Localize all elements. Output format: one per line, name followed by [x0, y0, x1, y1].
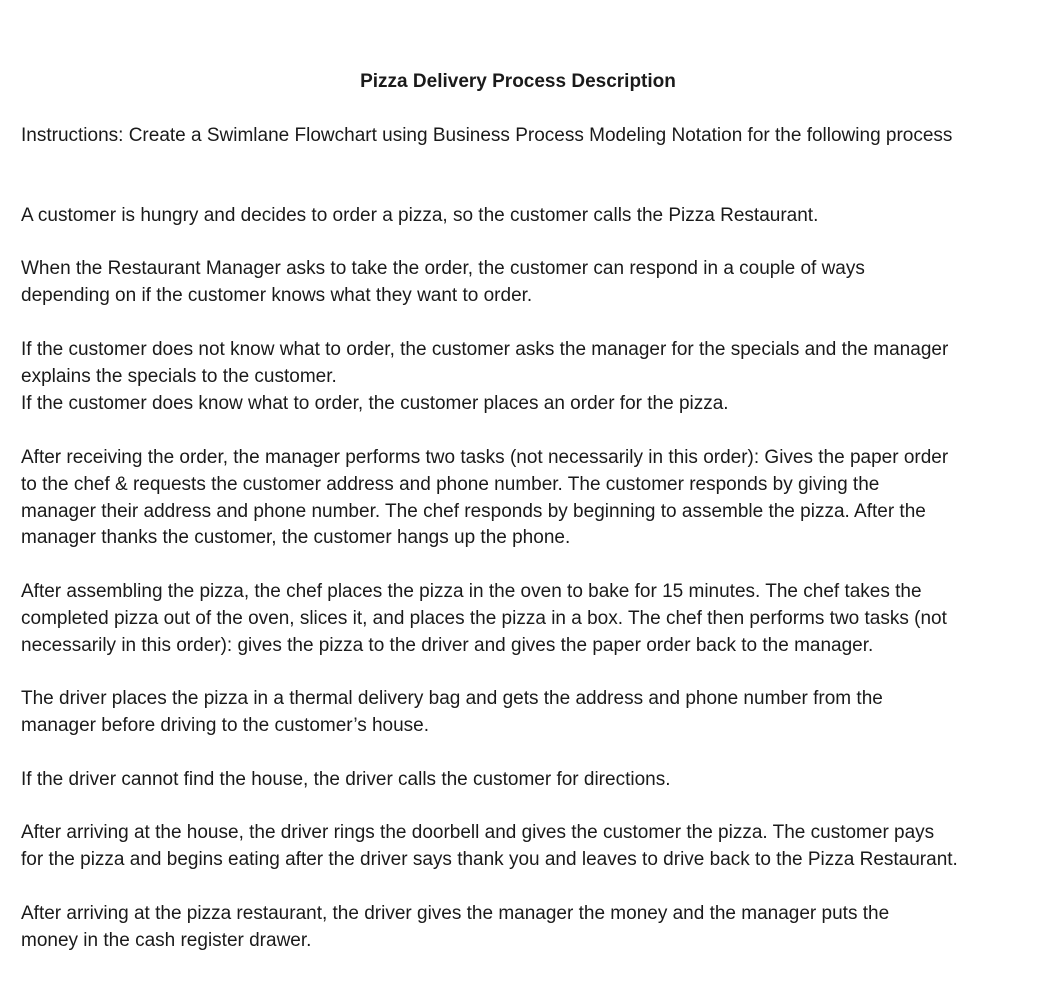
paragraph-chef-tasks — [21, 579, 1033, 659]
text-line: When the Restaurant Manager asks to take the order, the customer can respond in a couple of ways — [21, 258, 865, 279]
text-line: manager thanks the customer, the customer hangs up the phone. — [21, 527, 571, 549]
text-line: completed pizza out of the oven, slices it, and places the pizza in a box. The chef then performs two tasks (not — [21, 607, 947, 629]
text-line: The driver places the pizza in a thermal delivery bag and gets the address and phone number from the — [21, 688, 883, 709]
paragraph-manager-tasks — [21, 445, 1033, 552]
page-title: Pizza Delivery Process Description — [360, 71, 676, 92]
text-line: for the pizza and begins eating after the driver says thank you and leaves to drive back to the Pizza Restaurant. — [21, 848, 958, 870]
text-line: necessarily in this order): gives the pizza to the driver and gives the paper order back to the manager. — [21, 634, 874, 656]
text-line: After arriving at the pizza restaurant, the driver gives the manager the money and the manager puts the — [21, 903, 890, 924]
paragraph-customer-calls — [21, 203, 1033, 230]
text-line: If the customer does not know what to order, the customer asks the manager for the specials and the manager — [21, 339, 949, 360]
text-line: If the customer does know what to order, the customer places an order for the pizza. — [21, 392, 729, 414]
text-line: After assembling the pizza, the chef places the pizza in the oven to bake for 15 minutes. The chef takes the — [21, 581, 922, 602]
paragraph-delivery — [21, 820, 1033, 874]
instructions-text: Instructions: Create a Swimlane Flowchart using Business Process Modeling Notation for the following process — [21, 125, 953, 146]
text-line: After arriving at the house, the driver rings the doorbell and gives the customer the pizza. The customer pays — [21, 822, 935, 843]
paragraph-driver-departs — [21, 686, 1033, 740]
text-line: manager before driving to the customer’s house. — [21, 714, 430, 736]
text-line: A customer is hungry and decides to order a pizza, so the customer calls the Pizza Restaurant. — [21, 205, 819, 226]
text-line: money in the cash register drawer. — [21, 929, 312, 951]
paragraph-manager-takes-order — [21, 256, 1033, 310]
text-line: depending on if the customer knows what they want to order. — [21, 284, 533, 306]
paragraph-payment — [21, 901, 1033, 955]
paragraph-driver-directions — [21, 767, 1033, 794]
text-line: explains the specials to the customer. — [21, 365, 337, 387]
text-line: to the chef & requests the customer address and phone number. The customer responds by giving the — [21, 473, 880, 495]
text-line: After receiving the order, the manager performs two tasks (not necessarily in this order): Gives the paper order — [21, 447, 949, 468]
text-line: If the driver cannot find the house, the driver calls the customer for directions. — [21, 769, 671, 790]
paragraph-specials — [21, 337, 1033, 417]
text-line: manager their address and phone number. The chef responds by beginning to assemble the pizza. After the — [21, 500, 926, 522]
